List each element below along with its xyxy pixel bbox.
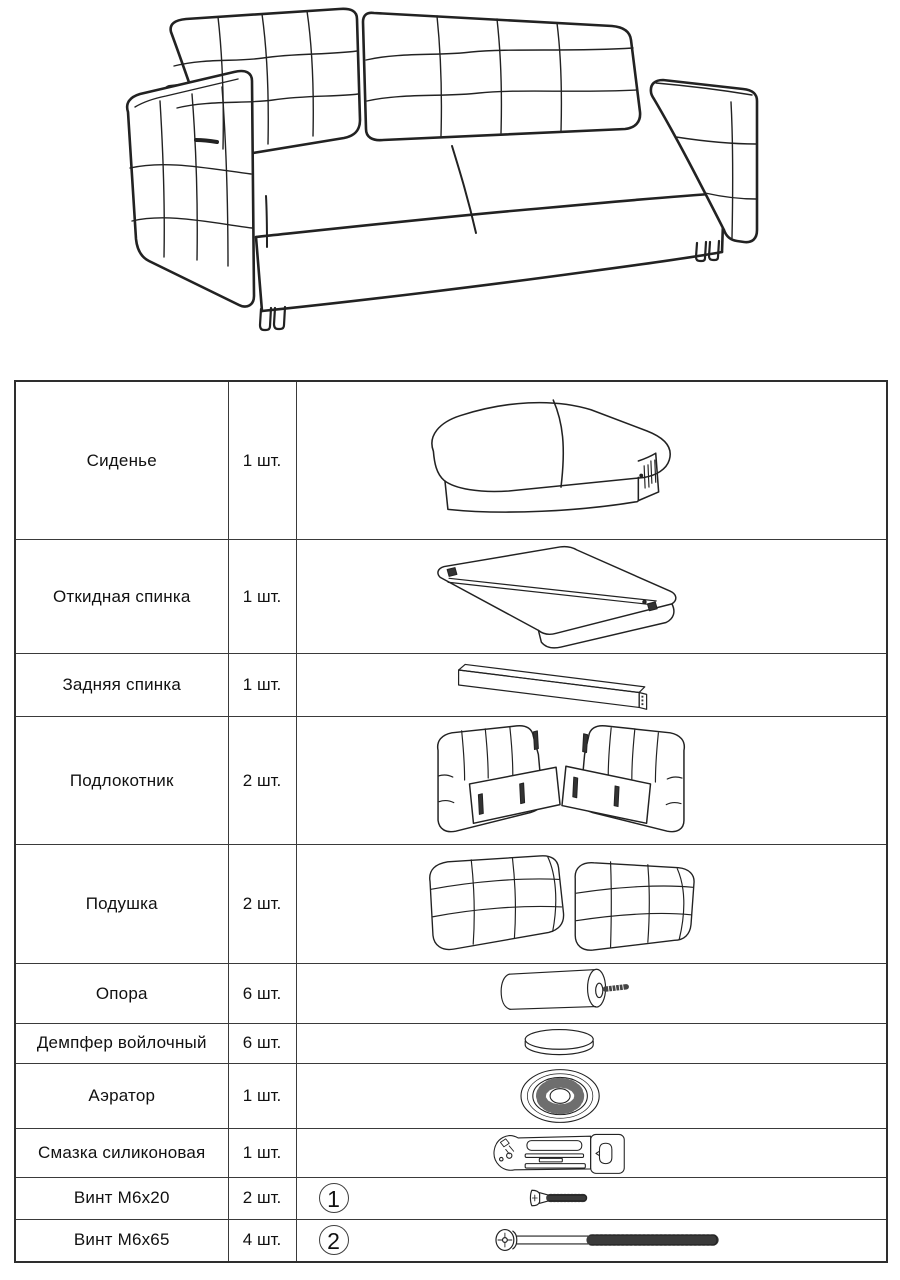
table-row <box>15 1023 887 1063</box>
seat-drawing-cell <box>296 381 887 540</box>
part-qty: 6 шт. <box>228 964 296 1024</box>
part-qty: 1 шт. <box>228 1064 296 1129</box>
part-name: Винт М6х20 <box>15 1178 228 1219</box>
marker-circle-2: 2 <box>319 1225 349 1255</box>
table-row <box>15 1128 887 1177</box>
armrest-pair-drawing <box>416 721 706 841</box>
part-qty: 1 шт. <box>228 381 296 540</box>
part-qty: 6 шт. <box>228 1023 296 1063</box>
part-qty: 4 шт. <box>228 1219 296 1262</box>
sofa-line-drawing-svg <box>0 0 900 362</box>
part-name: Задняя спинка <box>15 654 228 717</box>
armrest-pair-cell <box>296 717 887 845</box>
part-qty: 2 шт. <box>228 1178 296 1219</box>
part-name: Смазка силиконовая <box>15 1128 228 1177</box>
felt-damper-cell <box>296 1023 887 1063</box>
folding-backrest-cell <box>296 540 887 654</box>
silicone-grease-drawing <box>481 1130 641 1176</box>
table-row <box>15 717 887 845</box>
screw-m6x20-drawing <box>528 1188 592 1208</box>
rear-backrest-cell <box>296 654 887 717</box>
screw-m6x65-drawing <box>494 1227 722 1253</box>
silicone-grease-cell <box>296 1128 887 1177</box>
screw-m6x65-cell <box>296 1219 887 1262</box>
folding-backrest-drawing <box>421 543 701 651</box>
marker-circle-1: 1 <box>319 1183 349 1213</box>
part-name: Аэратор <box>15 1064 228 1129</box>
part-name: Демпфер войлочный <box>15 1023 228 1063</box>
part-qty: 1 шт. <box>228 540 296 654</box>
table-row <box>15 1219 887 1262</box>
parts-table <box>14 380 888 1263</box>
screw-m6x20-cell <box>296 1178 887 1219</box>
aerator-cell <box>296 1064 887 1129</box>
seat-drawing <box>416 392 706 530</box>
part-name: Винт М6х65 <box>15 1219 228 1262</box>
aerator-drawing <box>505 1066 617 1126</box>
table-row <box>15 1178 887 1219</box>
table-row <box>15 1064 887 1129</box>
part-qty: 1 шт. <box>228 654 296 717</box>
part-name: Откидная спинка <box>15 540 228 654</box>
table-row <box>15 964 887 1024</box>
cushion-pair-cell <box>296 845 887 964</box>
part-qty: 2 шт. <box>228 717 296 845</box>
leg-drawing <box>476 967 646 1021</box>
part-name: Сиденье <box>15 381 228 540</box>
table-row <box>15 654 887 717</box>
rear-backrest-drawing <box>444 656 679 714</box>
leg-cell <box>296 964 887 1024</box>
table-row <box>15 540 887 654</box>
felt-damper-drawing <box>506 1026 616 1060</box>
part-name: Опора <box>15 964 228 1024</box>
part-name: Подлокотник <box>15 717 228 845</box>
part-name: Подушка <box>15 845 228 964</box>
table-row <box>15 845 887 964</box>
table-row <box>15 381 887 540</box>
cushion-pair-drawing <box>414 852 709 956</box>
sofa-illustration <box>0 0 900 362</box>
part-qty: 1 шт. <box>228 1128 296 1177</box>
part-qty: 2 шт. <box>228 845 296 964</box>
